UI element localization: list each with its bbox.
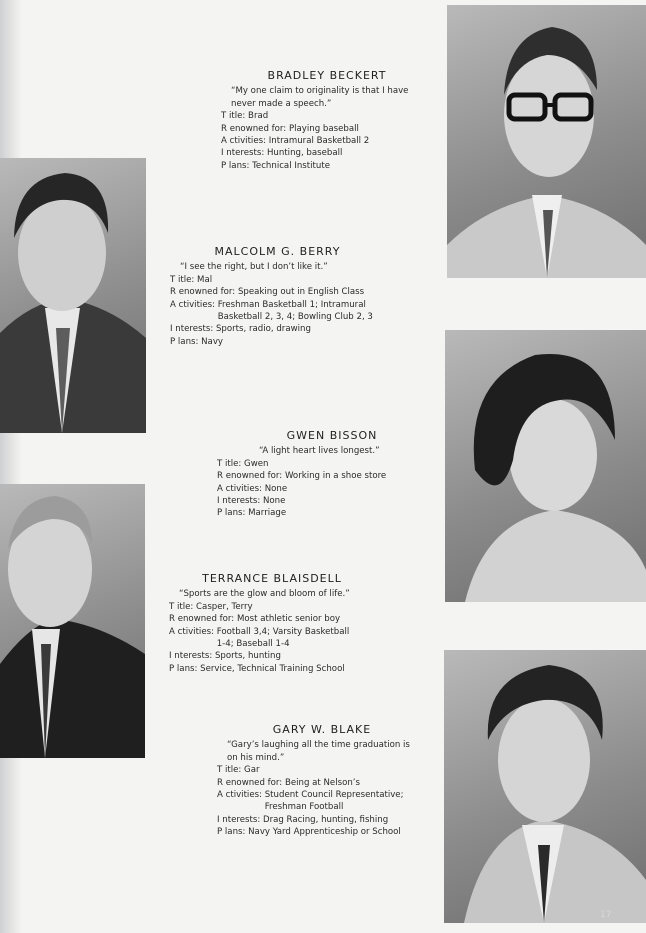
field-label-plans: P lans: bbox=[217, 827, 249, 838]
field-label-activities: A ctivities: bbox=[170, 299, 218, 310]
field-label-renowned: R enowned for: bbox=[170, 287, 238, 298]
portrait-photo-berry bbox=[0, 158, 146, 433]
field-value-interests: Sports, radio, drawing bbox=[215, 324, 311, 335]
field-label-renowned: R enowned for: bbox=[217, 471, 285, 482]
field-label-interests: I nterests: bbox=[217, 814, 263, 825]
field-value-title: Mal bbox=[197, 274, 213, 285]
student-name: BRADLEY BECKERT bbox=[267, 69, 387, 82]
field-value-title: Gwen bbox=[244, 458, 269, 469]
field-value-title: Brad bbox=[248, 111, 269, 122]
field-value-interests: Drag Racing, hunting, fishing bbox=[262, 814, 389, 825]
student-bio-blake bbox=[217, 724, 427, 839]
student-name: GWEN BISSON bbox=[286, 429, 378, 442]
field-label-plans: P lans: bbox=[170, 336, 202, 347]
field-value-plans: Marriage bbox=[248, 508, 287, 519]
field-value-activities: Student Council Representative; Freshman Football bbox=[264, 790, 404, 813]
student-name: TERRANCE BLAISDELL bbox=[202, 572, 342, 585]
field-label-renowned: R enowned for: bbox=[169, 614, 237, 625]
field-value-activities: None bbox=[264, 483, 288, 494]
student-quote: “Sports are the glow and bloom of life.” bbox=[179, 589, 350, 600]
field-value-plans: Technical Institute bbox=[252, 160, 331, 171]
field-value-renowned: Playing baseball bbox=[288, 123, 359, 134]
field-label-interests: I nterests: bbox=[221, 148, 267, 159]
field-label-title: T itle: bbox=[217, 765, 245, 776]
field-value-renowned: Speaking out in English Class bbox=[237, 287, 365, 298]
field-value-title: Casper, Terry bbox=[196, 601, 253, 612]
student-quote: “My one claim to originality is that I have never made a speech.” bbox=[231, 86, 409, 109]
student-quote: “A light heart lives longest.” bbox=[259, 446, 380, 457]
portrait-photo-blake bbox=[444, 650, 646, 923]
field-value-renowned: Working in a shoe store bbox=[284, 471, 387, 482]
field-value-activities: Intramural Basketball 2 bbox=[268, 136, 370, 147]
student-quote: “I see the right, but I don’t like it.” bbox=[180, 262, 328, 273]
field-label-plans: P lans: bbox=[217, 508, 249, 519]
field-label-title: T itle: bbox=[170, 274, 198, 285]
field-label-activities: A ctivities: bbox=[217, 790, 265, 801]
portrait-photo-beckert bbox=[447, 5, 646, 278]
field-label-interests: I nterests: bbox=[217, 496, 263, 507]
field-label-renowned: R enowned for: bbox=[221, 123, 289, 134]
field-value-activities: Freshman Basketball 1; Intramural Basketball 2, 3, 4; Bowling Club 2, 3 bbox=[217, 299, 373, 323]
student-name: GARY W. BLAKE bbox=[272, 723, 372, 736]
field-value-interests: None bbox=[262, 496, 286, 507]
field-label-renowned: R enowned for: bbox=[217, 777, 285, 788]
field-label-title: T itle: bbox=[169, 601, 197, 612]
student-bio-berry bbox=[170, 246, 385, 348]
student-quote: “Gary’s laughing all the time graduation is on his mind.” bbox=[227, 740, 410, 763]
field-value-title: Gar bbox=[244, 765, 260, 776]
portrait-photo-blaisdell bbox=[0, 484, 145, 758]
field-label-plans: P lans: bbox=[221, 160, 253, 171]
field-label-activities: A ctivities: bbox=[169, 626, 217, 637]
student-bio-bisson bbox=[217, 430, 407, 520]
student-name: MALCOLM G. BERRY bbox=[214, 245, 341, 258]
field-value-plans: Navy Yard Apprenticeship or School bbox=[248, 827, 401, 838]
student-bio-blaisdell bbox=[169, 573, 375, 675]
field-label-activities: A ctivities: bbox=[217, 483, 265, 494]
field-label-title: T itle: bbox=[217, 458, 245, 469]
portrait-photo-bisson bbox=[445, 330, 646, 602]
field-value-interests: Sports, hunting bbox=[214, 651, 281, 662]
field-value-renowned: Being at Nelson’s bbox=[284, 777, 361, 788]
field-value-plans: Service, Technical Training School bbox=[200, 663, 345, 674]
book-spine-shadow bbox=[0, 0, 22, 933]
field-label-activities: A ctivities: bbox=[221, 136, 269, 147]
field-label-interests: I nterests: bbox=[169, 651, 215, 662]
field-label-plans: P lans: bbox=[169, 663, 201, 674]
field-value-interests: Hunting, baseball bbox=[266, 148, 343, 159]
student-bio-beckert bbox=[221, 70, 433, 172]
field-value-renowned: Most athletic senior boy bbox=[236, 614, 341, 625]
field-value-activities: Football 3,4; Varsity Basketball 1-4; Baseball 1-4 bbox=[216, 626, 350, 650]
field-label-interests: I nterests: bbox=[170, 324, 216, 335]
field-value-plans: Navy bbox=[201, 336, 223, 347]
page-number: 17 bbox=[600, 910, 612, 920]
field-label-title: T itle: bbox=[221, 111, 249, 122]
